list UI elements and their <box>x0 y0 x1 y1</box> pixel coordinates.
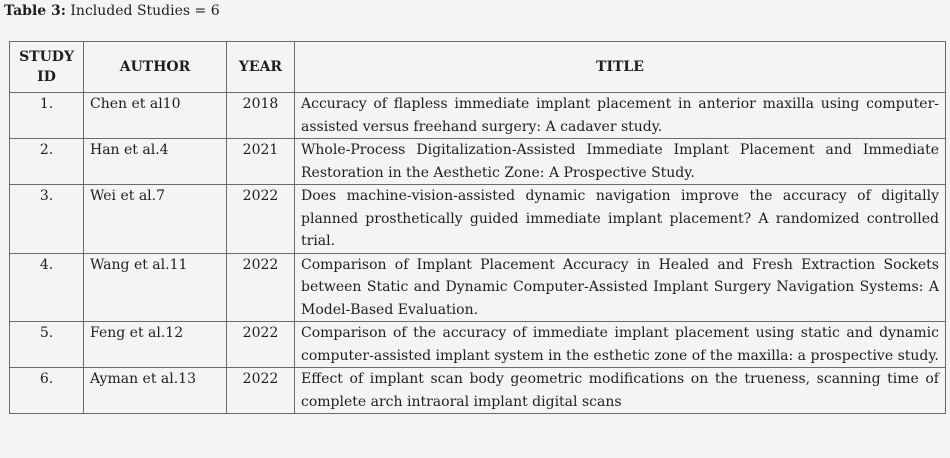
cell-study-id: 1. <box>10 93 84 139</box>
cell-study-id: 3. <box>10 185 84 254</box>
cell-title: Effect of implant scan body geometric modifications on the trueness, scanning time of complete arch intraoral implant digital scans <box>295 368 946 414</box>
cell-title: Comparison of Implant Placement Accuracy in Healed and Fresh Extraction Sockets between Static and Dynamic Computer-Assisted Implant Surgery Navigation Systems: A Model-Based Evaluation. <box>295 253 946 322</box>
table-row <box>10 93 946 139</box>
table-row <box>10 253 946 322</box>
cell-year: 2022 <box>227 185 295 254</box>
cell-study-id: 6. <box>10 368 84 414</box>
cell-year: 2018 <box>227 93 295 139</box>
cell-author: Han et al.4 <box>84 139 227 185</box>
table-row <box>10 322 946 368</box>
cell-author: Feng et al.12 <box>84 322 227 368</box>
table-row <box>10 368 946 414</box>
cell-author: Wang et al.11 <box>84 253 227 322</box>
table-caption-text: Included Studies = 6 <box>70 3 220 19</box>
cell-author: Chen et al10 <box>84 93 227 139</box>
table-row <box>10 139 946 185</box>
cell-title: Does machine-vision-assisted dynamic navigation improve the accuracy of digitally planned prosthetically guided immediate implant placement? A randomized controlled trial. <box>295 185 946 254</box>
cell-year: 2022 <box>227 322 295 368</box>
cell-study-id: 2. <box>10 139 84 185</box>
cell-study-id: 5. <box>10 322 84 368</box>
cell-title: Whole-Process Digitalization-Assisted Immediate Implant Placement and Immediate Restoration in the Aesthetic Zone: A Prospective Study. <box>295 139 946 185</box>
cell-year: 2021 <box>227 139 295 185</box>
header-author: AUTHOR <box>84 42 227 93</box>
cell-title: Comparison of the accuracy of immediate implant placement using static and dynamic computer-assisted implant system in the esthetic zone of the maxilla: a prospective study. <box>295 322 946 368</box>
header-title: TITLE <box>295 42 946 93</box>
table-row <box>10 185 946 254</box>
cell-title: Accuracy of flapless immediate implant placement in anterior maxilla using computer-assisted versus freehand surgery: A cadaver study. <box>295 93 946 139</box>
cell-study-id: 4. <box>10 253 84 322</box>
cell-author: Ayman et al.13 <box>84 368 227 414</box>
header-study-id: STUDY ID <box>10 42 84 93</box>
cell-year: 2022 <box>227 368 295 414</box>
table-caption <box>4 2 220 20</box>
table-body <box>10 93 946 414</box>
cell-author: Wei et al.7 <box>84 185 227 254</box>
cell-year: 2022 <box>227 253 295 322</box>
included-studies-table <box>9 41 946 414</box>
table-caption-label: Table 3: <box>4 3 66 19</box>
header-year: YEAR <box>227 42 295 93</box>
table-header-row <box>10 42 946 93</box>
